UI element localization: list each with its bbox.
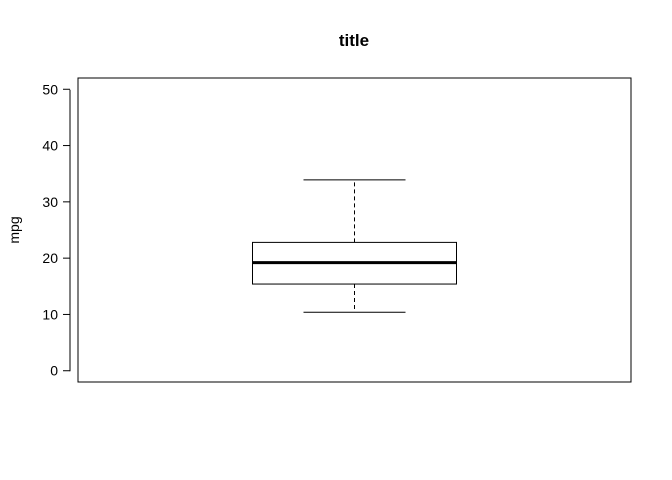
y-tick-label: 50 [42, 81, 58, 98]
box-group [253, 180, 457, 312]
chart-title: title [338, 31, 370, 50]
y-tick-label: 10 [42, 306, 58, 323]
y-tick-label: 40 [42, 137, 58, 154]
y-tick-label: 30 [42, 193, 58, 210]
plot-frame [78, 78, 631, 382]
y-tick-label: 20 [42, 250, 58, 267]
y-tick-label: 0 [50, 362, 58, 379]
y-axis-ticks [42, 81, 70, 378]
y-axis-label: mpg [6, 216, 22, 244]
